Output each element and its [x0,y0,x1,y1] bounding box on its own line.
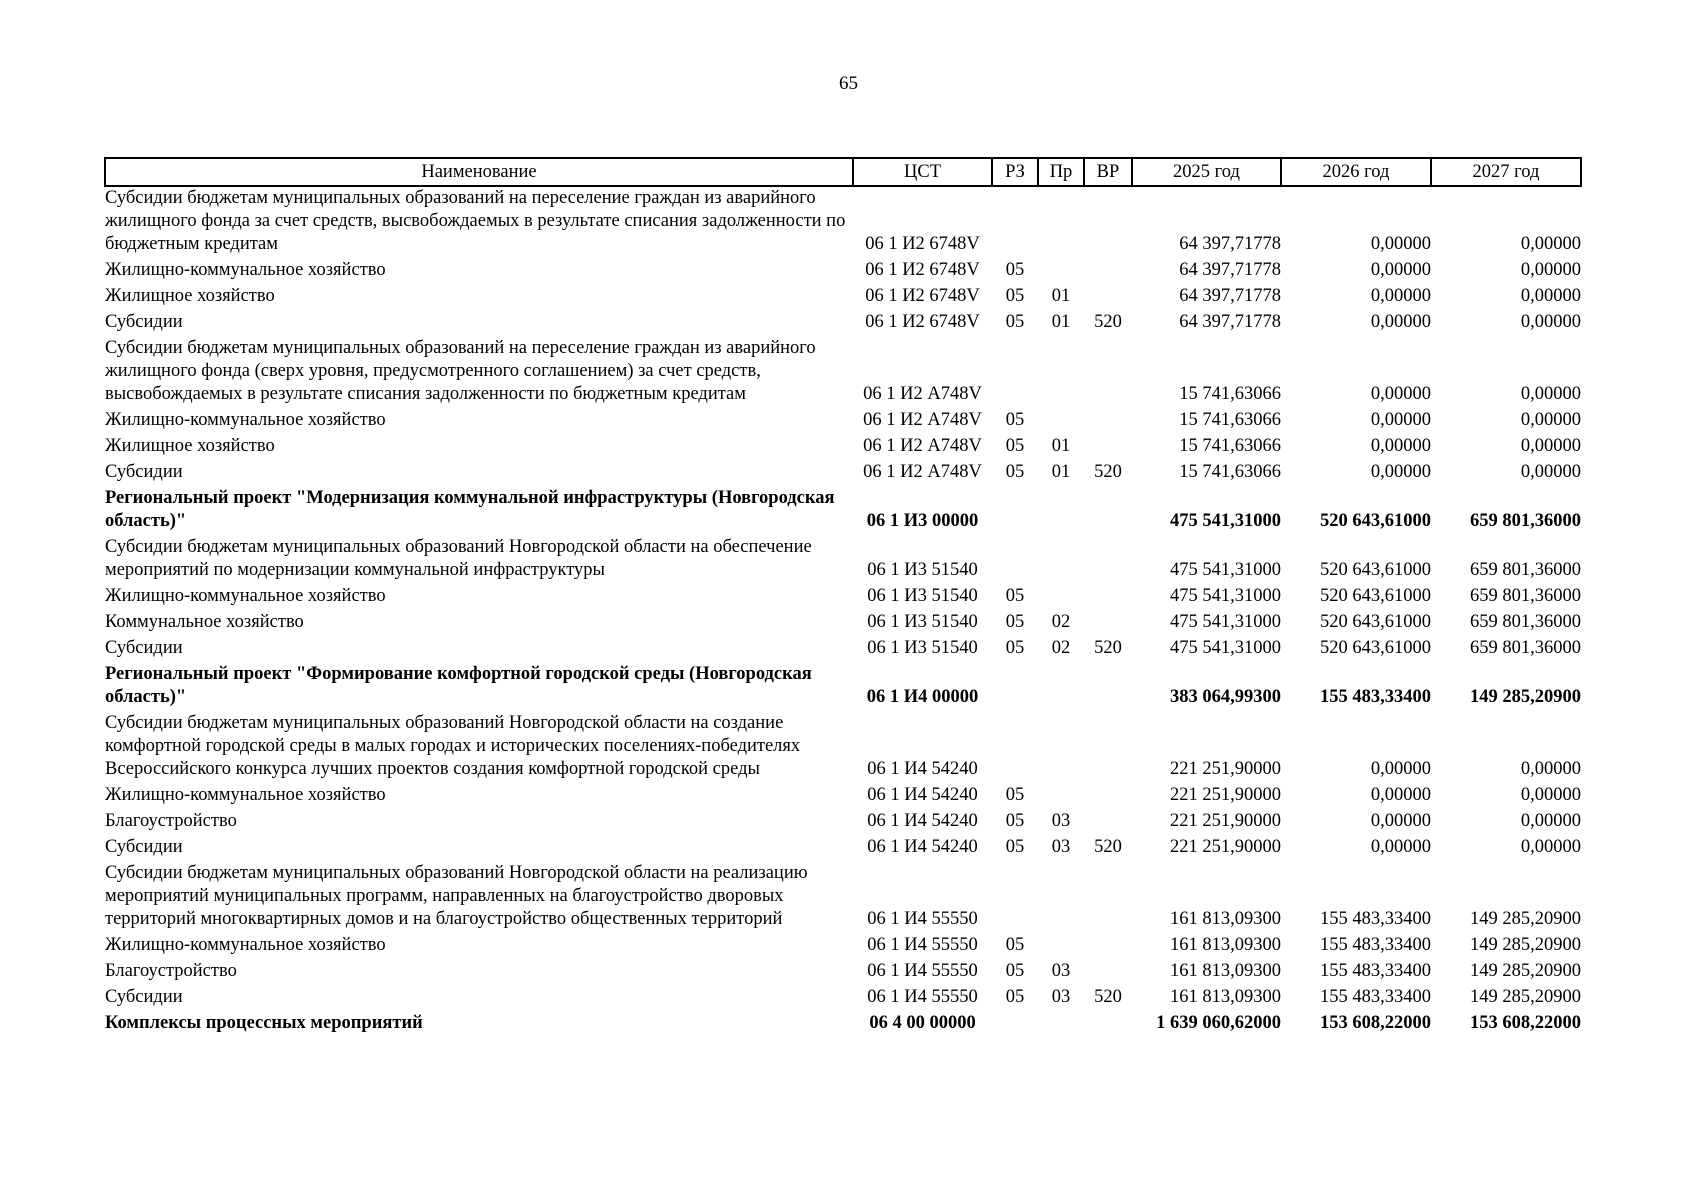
cell-2025: 161 813,09300 [1170,909,1281,929]
cell-pr [1038,1012,1084,1038]
cell-2027: 659 801,36000 [1470,560,1581,580]
table-row [105,311,1581,337]
cell-vr [1084,285,1132,311]
cell-name: Субсидии [105,462,183,482]
cell-2025: 475 541,31000 [1170,511,1281,531]
cell-2026: 520 643,61000 [1320,586,1431,606]
table-row [105,637,1581,663]
cell-name: Субсидии бюджетам муниципальных образований на переселение граждан из аварийного жилищного фонда (сверх уровня, предусмотренного соглашением) за счет средств, высвобождаемых в результате списания задолженности по бюджетным кредитам [105,338,816,404]
cell-cst: 06 1 И3 51540 [867,612,978,632]
header-rz: РЗ [992,158,1038,186]
header-pr: Пр [1038,158,1084,186]
cell-2026: 155 483,33400 [1320,909,1431,929]
cell-cst: 06 1 И4 55550 [867,961,978,981]
cell-vr [1084,435,1132,461]
cell-2027: 659 801,36000 [1470,586,1581,606]
table-row [105,663,1581,712]
cell-pr [1038,934,1084,960]
cell-vr: 520 [1094,462,1122,482]
cell-cst: 06 1 И2 A748V [863,436,982,456]
cell-2027: 149 285,20900 [1470,987,1581,1007]
cell-name: Субсидии [105,987,183,1007]
cell-cst: 06 1 И4 55550 [867,987,978,1007]
cell-2027: 0,00000 [1520,286,1581,306]
cell-cst: 06 1 И4 54240 [867,837,978,857]
cell-2027: 659 801,36000 [1470,638,1581,658]
cell-pr: 03 [1051,811,1071,831]
cell-2027: 0,00000 [1520,837,1581,857]
cell-vr: 520 [1094,312,1122,332]
cell-2025: 1 639 060,62000 [1156,1013,1281,1033]
cell-vr [1084,862,1132,934]
cell-2026: 0,00000 [1370,759,1431,779]
cell-rz [992,337,1038,409]
table-row [105,285,1581,311]
cell-2025: 475 541,31000 [1170,638,1281,658]
cell-2026: 0,00000 [1370,811,1431,831]
cell-name: Субсидии [105,837,183,857]
cell-2026: 0,00000 [1370,312,1431,332]
cell-name: Жилищно-коммунальное хозяйство [105,785,386,805]
cell-pr [1038,862,1084,934]
cell-rz [992,862,1038,934]
cell-2025: 64 397,71778 [1179,260,1281,280]
cell-cst: 06 1 И2 A748V [863,410,982,430]
cell-2025: 221 251,90000 [1170,811,1281,831]
cell-rz: 05 [1005,586,1025,606]
cell-2025: 161 813,09300 [1170,935,1281,955]
cell-name: Благоустройство [105,961,237,981]
budget-table [104,157,1582,1038]
cell-2025: 15 741,63066 [1179,436,1281,456]
table-header-row [105,158,1581,186]
cell-name: Субсидии [105,638,183,658]
table-row [105,186,1581,259]
cell-vr [1084,784,1132,810]
table-row [105,934,1581,960]
cell-2026: 0,00000 [1370,234,1431,254]
cell-rz: 05 [1005,286,1025,306]
cell-vr [1084,585,1132,611]
cell-vr: 520 [1094,837,1122,857]
table-row [105,536,1581,585]
cell-2027: 659 801,36000 [1470,612,1581,632]
cell-pr [1038,784,1084,810]
cell-name: Жилищно-коммунальное хозяйство [105,260,386,280]
cell-2025: 221 251,90000 [1170,759,1281,779]
cell-name: Региональный проект "Модернизация коммунальной инфраструктуры (Новгородская область)" [105,488,835,531]
cell-rz [992,712,1038,784]
table-row [105,784,1581,810]
cell-2026: 0,00000 [1370,286,1431,306]
cell-2026: 0,00000 [1370,462,1431,482]
cell-cst: 06 1 И2 A748V [863,462,982,482]
cell-2025: 64 397,71778 [1179,312,1281,332]
cell-rz [992,663,1038,712]
cell-rz: 05 [1005,638,1025,658]
cell-name: Субсидии бюджетам муниципальных образований Новгородской области на создание комфортной городской среды в малых городах и исторических поселениях-победителях Всероссийского конкурса лучших проектов создания комфортной городской среды [105,713,801,779]
cell-name: Субсидии [105,312,183,332]
table-row [105,435,1581,461]
cell-2025: 475 541,31000 [1170,612,1281,632]
cell-pr [1038,487,1084,536]
cell-cst: 06 4 00 00000 [869,1013,976,1033]
cell-pr: 01 [1051,286,1071,306]
table-row [105,986,1581,1012]
cell-cst: 06 1 И3 51540 [867,560,978,580]
cell-2027: 149 285,20900 [1470,909,1581,929]
table-row [105,259,1581,285]
cell-2025: 15 741,63066 [1179,410,1281,430]
cell-2026: 153 608,22000 [1320,1013,1431,1033]
cell-2027: 0,00000 [1520,410,1581,430]
table-row [105,409,1581,435]
cell-cst: 06 1 И3 00000 [866,511,979,531]
table-row [105,862,1581,934]
header-2026: 2026 год [1281,158,1431,186]
header-cst: ЦСТ [853,158,992,186]
cell-2027: 149 285,20900 [1470,687,1581,707]
cell-vr [1084,487,1132,536]
cell-pr: 01 [1051,312,1071,332]
table-row [105,960,1581,986]
cell-cst: 06 1 И2 6748V [865,234,980,254]
cell-2026: 155 483,33400 [1320,935,1431,955]
cell-2027: 0,00000 [1520,436,1581,456]
cell-rz: 05 [1005,785,1025,805]
cell-pr [1038,663,1084,712]
cell-vr [1084,536,1132,585]
cell-rz [992,487,1038,536]
cell-2026: 0,00000 [1370,260,1431,280]
cell-2025: 221 251,90000 [1170,785,1281,805]
cell-2027: 0,00000 [1520,234,1581,254]
cell-rz: 05 [1005,436,1025,456]
cell-name: Комплексы процессных мероприятий [105,1013,423,1033]
cell-2026: 520 643,61000 [1320,638,1431,658]
cell-cst: 06 1 И2 6748V [865,312,980,332]
cell-cst: 06 1 И4 54240 [867,759,978,779]
cell-pr [1038,337,1084,409]
cell-name: Жилищно-коммунальное хозяйство [105,586,386,606]
cell-2025: 15 741,63066 [1179,384,1281,404]
cell-name: Коммунальное хозяйство [105,612,304,632]
cell-rz: 05 [1005,837,1025,857]
cell-name: Жилищно-коммунальное хозяйство [105,935,386,955]
table-row [105,810,1581,836]
cell-cst: 06 1 И2 6748V [865,286,980,306]
cell-pr [1038,536,1084,585]
cell-2026: 520 643,61000 [1320,612,1431,632]
cell-vr [1084,712,1132,784]
cell-vr: 520 [1094,987,1122,1007]
cell-name: Субсидии бюджетам муниципальных образований Новгородской области на обеспечение мероприятий по модернизации коммунальной инфраструктуры [105,537,812,580]
cell-rz: 05 [1005,961,1025,981]
cell-name: Жилищное хозяйство [105,436,275,456]
cell-2027: 0,00000 [1520,384,1581,404]
table-body [105,186,1581,1038]
cell-vr: 520 [1094,638,1122,658]
cell-2025: 221 251,90000 [1170,837,1281,857]
cell-name: Субсидии бюджетам муниципальных образований Новгородской области на реализацию мероприятий муниципальных программ, направленных на благоустройство дворовых территорий многоквартирных домов и на благоустройство общественных территорий [105,863,808,929]
cell-name: Благоустройство [105,811,237,831]
cell-2025: 475 541,31000 [1170,586,1281,606]
cell-2026: 155 483,33400 [1320,687,1431,707]
cell-cst: 06 1 И4 54240 [867,785,978,805]
cell-cst: 06 1 И4 00000 [866,687,979,707]
cell-pr: 01 [1051,436,1071,456]
cell-cst: 06 1 И3 51540 [867,586,978,606]
cell-vr [1084,409,1132,435]
cell-2027: 0,00000 [1520,759,1581,779]
cell-rz: 05 [1005,260,1025,280]
cell-2027: 0,00000 [1520,260,1581,280]
cell-cst: 06 1 И4 54240 [867,811,978,831]
cell-2027: 0,00000 [1520,462,1581,482]
cell-pr: 03 [1051,961,1071,981]
cell-rz [992,1012,1038,1038]
cell-2027: 0,00000 [1520,785,1581,805]
cell-name: Жилищно-коммунальное хозяйство [105,410,386,430]
cell-2026: 520 643,61000 [1320,560,1431,580]
cell-2026: 520 643,61000 [1320,511,1431,531]
cell-name: Региональный проект "Формирование комфортной городской среды (Новгородская область)" [105,664,812,707]
header-name: Наименование [105,158,853,186]
cell-2025: 161 813,09300 [1170,987,1281,1007]
cell-rz: 05 [1005,935,1025,955]
cell-rz: 05 [1005,410,1025,430]
cell-2025: 475 541,31000 [1170,560,1281,580]
table-row [105,611,1581,637]
cell-pr [1038,585,1084,611]
cell-pr [1038,259,1084,285]
cell-rz: 05 [1005,312,1025,332]
cell-2027: 153 608,22000 [1470,1013,1581,1033]
page-number: 65 [839,73,858,94]
cell-cst: 06 1 И2 A748V [863,384,982,404]
header-2027: 2027 год [1431,158,1581,186]
table-row [105,461,1581,487]
table-row [105,337,1581,409]
cell-vr [1084,960,1132,986]
header-2025: 2025 год [1132,158,1281,186]
cell-2026: 155 483,33400 [1320,961,1431,981]
cell-2027: 0,00000 [1520,811,1581,831]
cell-pr: 02 [1051,638,1071,658]
cell-vr [1084,1012,1132,1038]
cell-pr: 01 [1051,462,1071,482]
cell-vr [1084,611,1132,637]
cell-2026: 0,00000 [1370,436,1431,456]
cell-vr [1084,934,1132,960]
cell-2027: 149 285,20900 [1470,961,1581,981]
cell-2026: 0,00000 [1370,837,1431,857]
cell-pr [1038,712,1084,784]
cell-name: Субсидии бюджетам муниципальных образований на переселение граждан из аварийного жилищного фонда за счет средств, высвобождаемых в результате списания задолженности по бюджетным кредитам [105,188,846,254]
cell-rz: 05 [1005,462,1025,482]
cell-vr [1084,259,1132,285]
cell-2026: 0,00000 [1370,410,1431,430]
cell-2027: 149 285,20900 [1470,935,1581,955]
table-row [105,487,1581,536]
cell-2026: 155 483,33400 [1320,987,1431,1007]
cell-2025: 161 813,09300 [1170,961,1281,981]
cell-rz: 05 [1005,987,1025,1007]
cell-pr: 03 [1051,987,1071,1007]
cell-2025: 64 397,71778 [1179,234,1281,254]
cell-pr: 03 [1051,837,1071,857]
cell-cst: 06 1 И3 51540 [867,638,978,658]
cell-rz: 05 [1005,811,1025,831]
cell-2025: 64 397,71778 [1179,286,1281,306]
cell-pr [1038,409,1084,435]
cell-pr [1038,186,1084,259]
cell-cst: 06 1 И4 55550 [867,909,978,929]
cell-vr [1084,186,1132,259]
table-row [105,836,1581,862]
cell-vr [1084,663,1132,712]
cell-2027: 659 801,36000 [1470,511,1581,531]
header-vr: ВР [1084,158,1132,186]
table-row [105,712,1581,784]
cell-2027: 0,00000 [1520,312,1581,332]
cell-2026: 0,00000 [1370,785,1431,805]
cell-vr [1084,337,1132,409]
cell-cst: 06 1 И4 55550 [867,935,978,955]
cell-rz: 05 [1005,612,1025,632]
cell-2025: 383 064,99300 [1170,687,1281,707]
cell-vr [1084,810,1132,836]
cell-pr: 02 [1051,612,1071,632]
cell-name: Жилищное хозяйство [105,286,275,306]
cell-rz [992,536,1038,585]
cell-rz [992,186,1038,259]
cell-2025: 15 741,63066 [1179,462,1281,482]
table-row [105,585,1581,611]
cell-2026: 0,00000 [1370,384,1431,404]
cell-cst: 06 1 И2 6748V [865,260,980,280]
table-row [105,1012,1581,1038]
